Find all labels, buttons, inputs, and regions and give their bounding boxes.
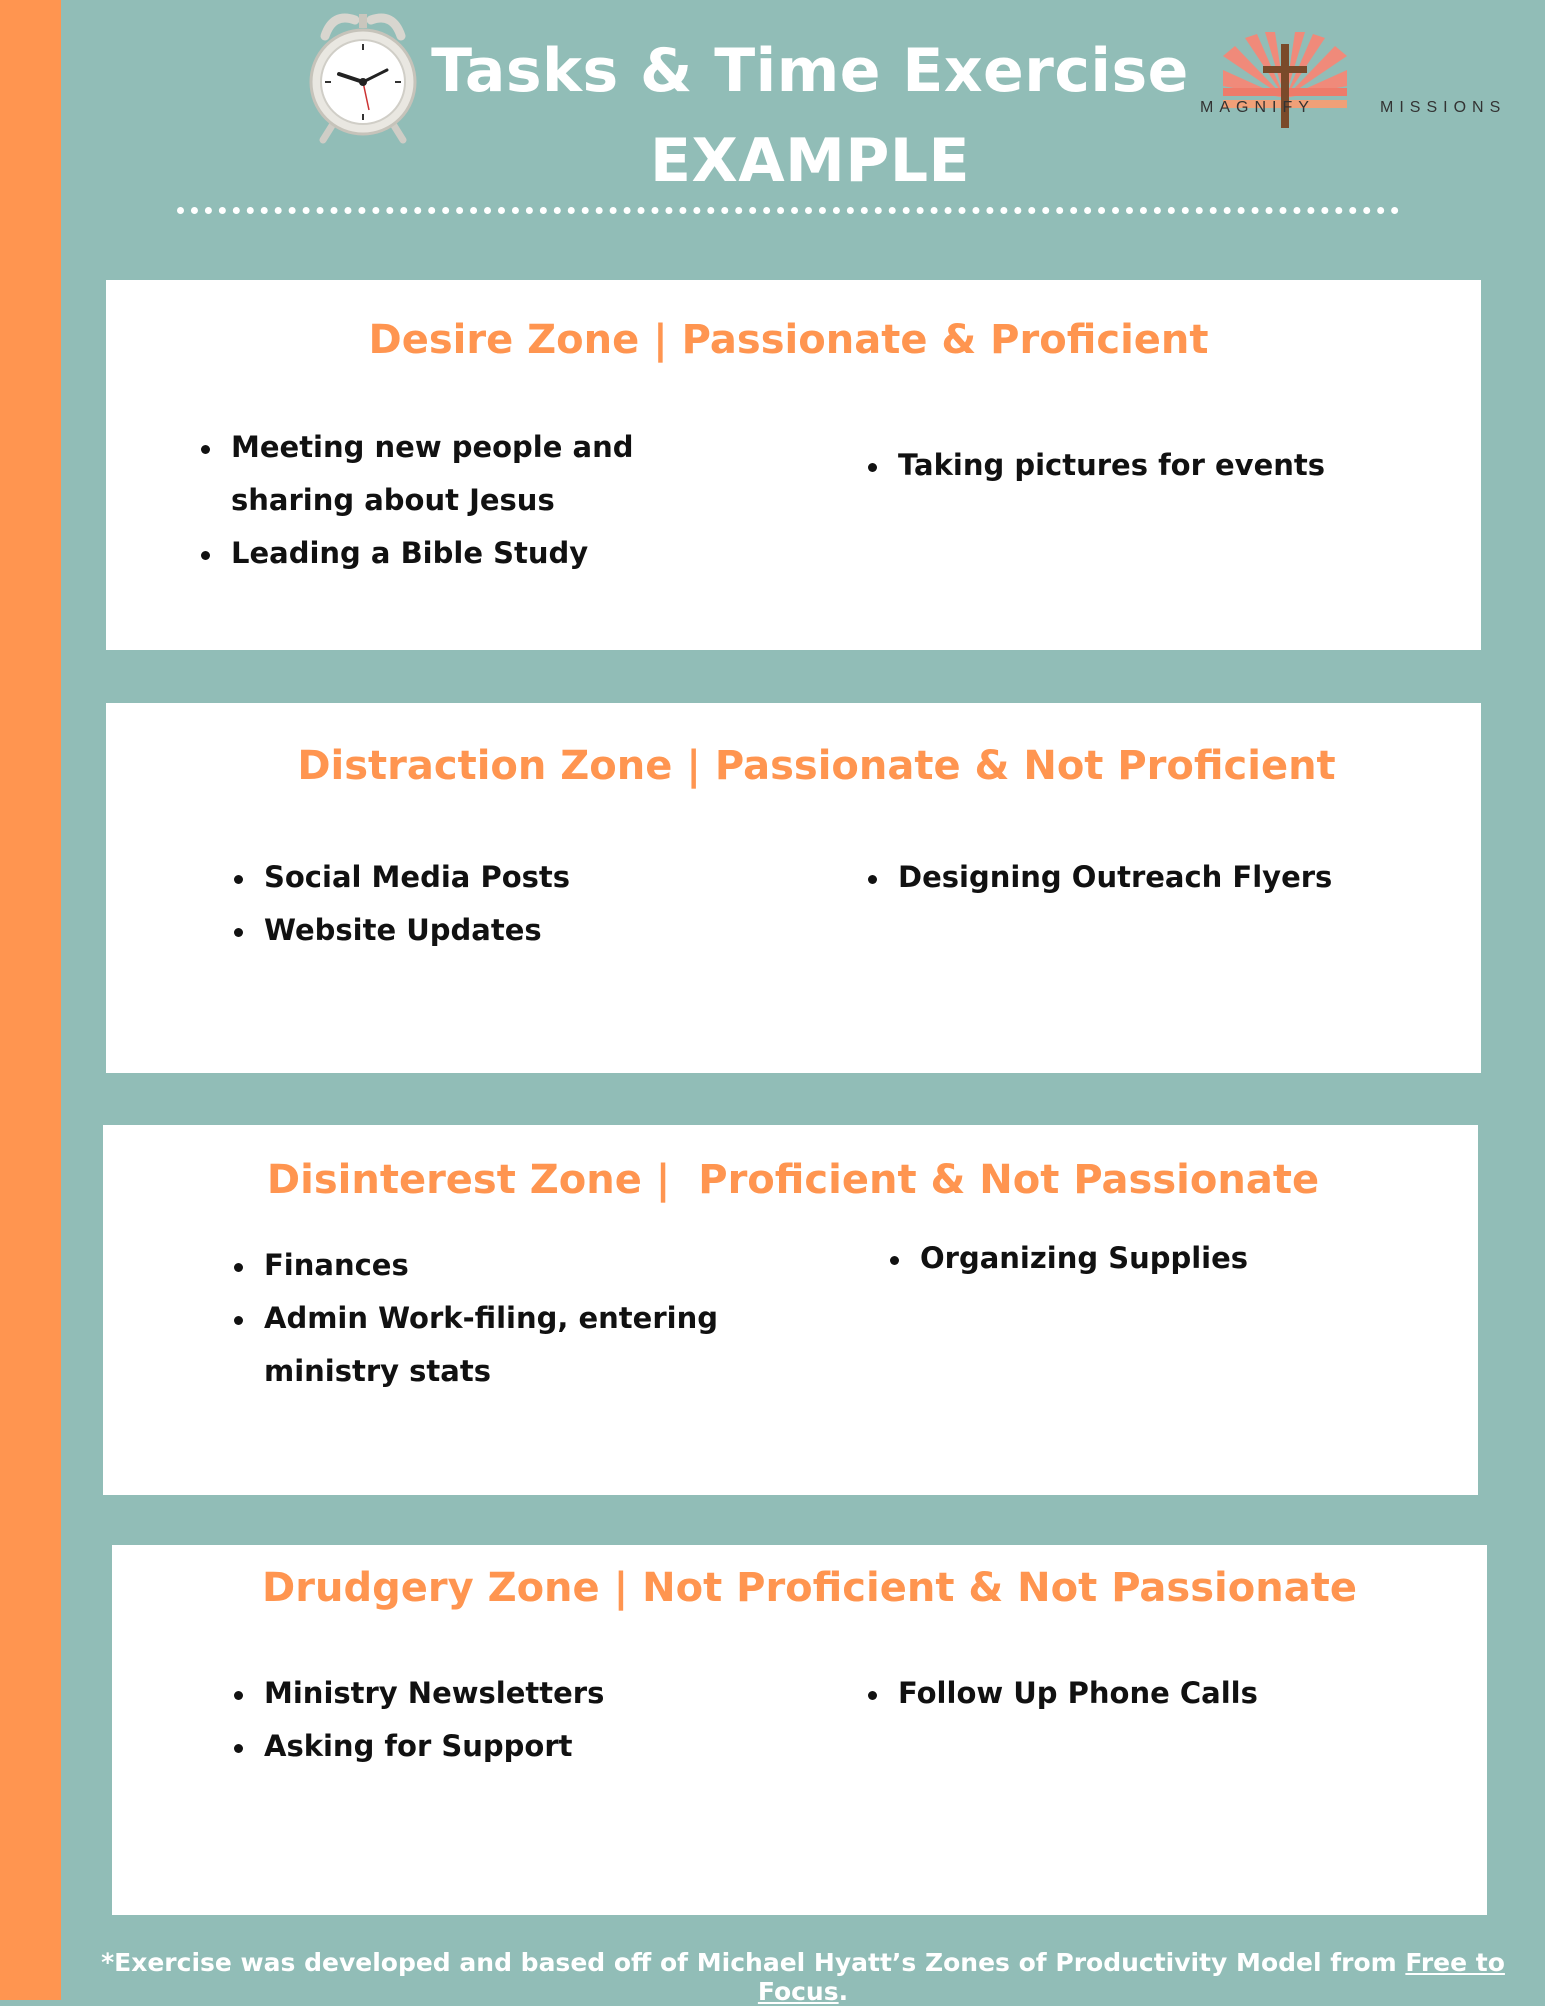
list-item: Admin Work-filing, entering ministry stats: [232, 1292, 792, 1398]
list-item: Designing Outreach Flyers: [866, 851, 1426, 904]
list-item: Ministry Newsletters: [232, 1667, 792, 1720]
page-title: Tasks & Time Exercise: [431, 36, 1189, 106]
list-item: Finances: [232, 1239, 792, 1292]
zone-title: Drudgery Zone | Not Proficient & Not Passionate: [262, 1565, 1357, 1611]
list-item: Organizing Supplies: [888, 1232, 1448, 1285]
list-item: Follow Up Phone Calls: [866, 1667, 1426, 1720]
footer-end: .: [838, 1977, 849, 2006]
alarm-clock-icon: [303, 6, 423, 146]
zone-left-list: [232, 851, 792, 957]
zone-right-list: [866, 1667, 1426, 1720]
list-item: Website Updates: [232, 904, 792, 957]
zone-title: Distraction Zone | Passionate & Not Proficient: [297, 743, 1336, 789]
footer-text: *Exercise was developed and based off of Michael Hyatt’s Zones of Productivity Model from: [101, 1948, 1406, 1977]
zone-right-list: [866, 439, 1426, 492]
page-subtitle: EXAMPLE: [649, 126, 971, 196]
footer-note: [61, 1948, 1545, 2006]
desire-zone-card: [106, 280, 1481, 650]
logo-text-right: MISSIONS: [1380, 99, 1507, 116]
dotted-divider: [177, 207, 1399, 214]
zone-right-list: [888, 1232, 1448, 1285]
distraction-zone-card: [106, 703, 1481, 1073]
zone-left-list: [232, 1239, 792, 1398]
free-to-focus-link[interactable]: Free to Focus: [757, 1948, 1505, 2006]
zone-right-list: [866, 851, 1426, 904]
list-item: Meeting new people and sharing about Jesus: [199, 421, 759, 527]
list-item: Taking pictures for events: [866, 439, 1426, 492]
zone-left-list: [199, 421, 759, 580]
disinterest-zone-card: [103, 1125, 1478, 1495]
side-stripe: [0, 0, 61, 2000]
list-item: Social Media Posts: [232, 851, 792, 904]
drudgery-zone-card: [112, 1545, 1487, 1915]
zone-title: Disinterest Zone | Proficient & Not Passionate: [266, 1157, 1320, 1203]
list-item: Asking for Support: [232, 1720, 792, 1773]
logo-text-left: MAGNIFY: [1200, 99, 1315, 116]
list-item: Leading a Bible Study: [199, 527, 759, 580]
zone-left-list: [232, 1667, 792, 1773]
zone-title: Desire Zone | Passionate & Proficient: [368, 317, 1209, 363]
